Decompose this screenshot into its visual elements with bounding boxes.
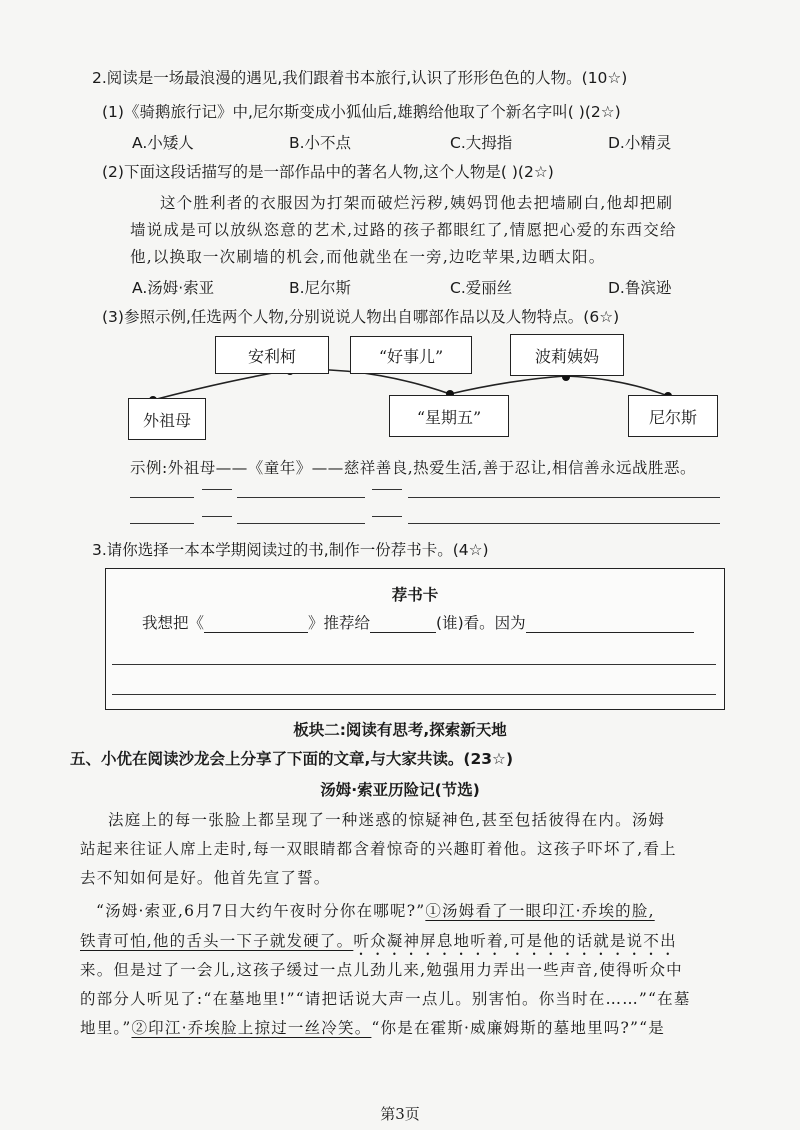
section2-title: 板块二:阅读有思考,探索新天地 bbox=[293, 721, 507, 739]
q5-stem: 五、小优在阅读沙龙会上分享了下面的文章,与大家共读。(23☆) bbox=[70, 750, 514, 768]
character-box-anlike: 安利柯 bbox=[215, 336, 329, 374]
answer-line[interactable] bbox=[408, 497, 720, 498]
q2-3-stem: (3)参照示例,任选两个人物,分别说说人物出自哪部作品以及人物特点。(6☆) bbox=[102, 308, 620, 326]
article-p1-line: 去不知如何是好。他首先宣了誓。 bbox=[80, 869, 331, 887]
recommend-text-2: 》推荐给 bbox=[308, 614, 371, 632]
q2-1-option-b: B.小不点 bbox=[289, 134, 352, 152]
answer-line[interactable] bbox=[130, 523, 194, 524]
underlined-sentence-2: ②印江·乔埃脸上掠过一丝冷笑。 bbox=[131, 1019, 372, 1037]
recommend-text-1: 我想把《 bbox=[142, 614, 205, 632]
q2-stem: 2.阅读是一场最浪漫的遇见,我们跟着书本旅行,认识了形形色色的人物。(10☆) bbox=[92, 69, 628, 87]
q2-2-passage-line: 墙说成是可以放纵恣意的艺术,过路的孩子都眼红了,情愿把心爱的东西交给 bbox=[130, 221, 677, 239]
character-box-aunt-polly: 波莉姨妈 bbox=[510, 334, 624, 376]
article-p2-line4: 的部分人听见了:“在墓地里!”“请把话说大声一点儿。别害怕。你当时在……”“在墓 bbox=[80, 990, 691, 1008]
underlined-sentence-1: ①汤姆看了一眼印江·乔埃的脸, bbox=[425, 902, 655, 920]
q2-2-option-b: B.尼尔斯 bbox=[289, 279, 352, 297]
article-title: 汤姆·索亚历险记(节选) bbox=[320, 781, 480, 799]
character-connector-lines bbox=[0, 0, 800, 460]
recipient-blank[interactable] bbox=[370, 616, 436, 633]
answer-line[interactable] bbox=[408, 523, 720, 524]
character-box-haoshier: “好事儿” bbox=[350, 336, 472, 374]
article-p2-line2 bbox=[80, 929, 677, 959]
q2-1-option-c: C.大拇指 bbox=[450, 134, 513, 152]
article-p1-line: 站起来往证人席上走时,每一双眼睛都含着惊奇的兴趣盯着他。这孩子吓坏了,看上 bbox=[80, 840, 677, 858]
q2-2-option-c: C.爱丽丝 bbox=[450, 279, 513, 297]
answer-line-dash bbox=[372, 489, 402, 490]
q2-2-passage-line: 这个胜利者的衣服因为打架而破烂污秽,姨妈罚他去把墙刷白,他却把刷 bbox=[160, 194, 674, 212]
article-p2-line1 bbox=[96, 899, 655, 921]
q2-3-example: 示例:外祖母——《童年》——慈祥善良,热爱生活,善于忍让,相信善永远战胜恶。 bbox=[130, 459, 697, 477]
answer-line[interactable] bbox=[130, 497, 194, 498]
q2-2-passage-line: 他,以换取一次刷墙的机会,而他就坐在一旁,边吃苹果,边晒太阳。 bbox=[130, 248, 606, 266]
recommend-text-3: (谁)看。因为 bbox=[436, 614, 526, 632]
character-box-grandmother: 外祖母 bbox=[128, 398, 206, 440]
answer-line-dash bbox=[202, 489, 232, 490]
article-p2-line3: 来。但是过了一会儿,这孩子缓过一点儿劲儿来,勉强用力弄出一些声音,使得听众中 bbox=[80, 961, 683, 979]
q2-2-stem: (2)下面这段话描写的是一部作品中的著名人物,这个人物是( )(2☆) bbox=[102, 163, 554, 181]
dotted-text: 听众凝神屏息地听着,可是他的话就是说不出 bbox=[353, 932, 677, 950]
q2-1-stem: (1)《骑鹅旅行记》中,尼尔斯变成小狐仙后,雄鹅给他取了个新名字叫( )(2☆) bbox=[102, 103, 621, 121]
q2-1-option-d: D.小精灵 bbox=[608, 134, 672, 152]
dialogue-text: “汤姆·索亚,6月7日大约午夜时分你在哪呢?” bbox=[96, 902, 426, 920]
answer-line-dash bbox=[202, 516, 232, 517]
reason-blank[interactable] bbox=[526, 616, 694, 633]
reason-line[interactable] bbox=[112, 664, 716, 665]
answer-line[interactable] bbox=[237, 497, 365, 498]
article-p1-line: 法庭上的每一张脸上都呈现了一种迷惑的惊疑神色,甚至包括彼得在内。汤姆 bbox=[108, 811, 666, 829]
dialogue-text: “你是在霍斯·威廉姆斯的墓地里吗?”“是 bbox=[371, 1019, 665, 1037]
page-number: 第3页 bbox=[380, 1105, 420, 1123]
q3-stem: 3.请你选择一本本学期阅读过的书,制作一份荐书卡。(4☆) bbox=[92, 541, 489, 559]
reason-line[interactable] bbox=[112, 694, 716, 695]
character-box-nils: 尼尔斯 bbox=[628, 395, 718, 437]
underlined-sentence-1-cont: 铁青可怕,他的舌头一下子就发硬了。 bbox=[80, 932, 354, 950]
book-name-blank[interactable] bbox=[204, 616, 308, 633]
q2-2-option-a: A.汤姆·索亚 bbox=[132, 279, 215, 297]
dialogue-text: 地里。” bbox=[80, 1019, 132, 1037]
recommend-card-sentence bbox=[142, 611, 694, 633]
q2-2-option-d: D.鲁滨逊 bbox=[608, 279, 672, 297]
answer-line[interactable] bbox=[237, 523, 365, 524]
character-box-friday: “星期五” bbox=[389, 395, 509, 437]
recommend-card bbox=[105, 568, 725, 710]
recommend-card-title: 荐书卡 bbox=[391, 586, 439, 604]
article-p2-line5 bbox=[80, 1016, 665, 1038]
q2-1-option-a: A.小矮人 bbox=[132, 134, 194, 152]
answer-line-dash bbox=[372, 516, 402, 517]
